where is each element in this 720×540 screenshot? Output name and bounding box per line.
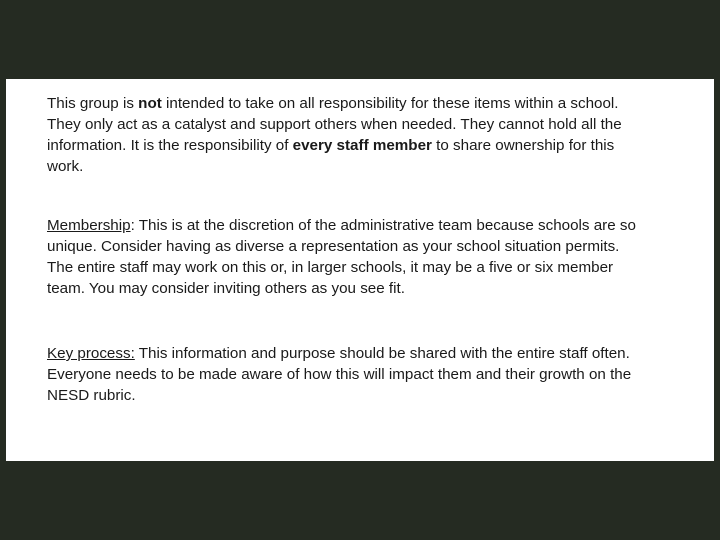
text-line: unique. Consider having as diverse a representation as your school situation permits. — [47, 238, 620, 255]
text: This information and purpose should be shared with the entire staff often. — [134, 345, 630, 362]
key-process-paragraph — [47, 343, 631, 406]
text: to share ownership for this — [431, 137, 615, 154]
text-line: They only act as a catalyst and support others when needed. They cannot hold all the — [47, 116, 622, 133]
responsibility-paragraph — [47, 93, 622, 177]
slide-page — [6, 79, 714, 461]
membership-heading: Membership — [47, 217, 131, 234]
text: intended to take on all responsibility for these items within a school. — [161, 95, 619, 112]
text-line: NESD rubric. — [47, 387, 136, 404]
bold-text: not — [138, 95, 162, 112]
membership-paragraph — [47, 215, 636, 299]
bold-text: every staff member — [292, 137, 432, 154]
text: This group is — [47, 95, 139, 112]
text-line — [47, 215, 636, 236]
text-line: work. — [47, 158, 84, 175]
text: : This is at the discretion of the administrative team because schools are so — [130, 217, 636, 234]
key-process-heading: Key process: — [47, 345, 135, 362]
text-line: team. You may consider inviting others as you see fit. — [47, 280, 405, 297]
text-line — [47, 135, 622, 156]
text-line: Everyone needs to be made aware of how this will impact them and their growth on the — [47, 366, 632, 383]
text-line: The entire staff may work on this or, in larger schools, it may be a five or six member — [47, 259, 614, 276]
text-line — [47, 93, 622, 114]
text: information. It is the responsibility of — [47, 137, 293, 154]
text-line — [47, 343, 631, 364]
